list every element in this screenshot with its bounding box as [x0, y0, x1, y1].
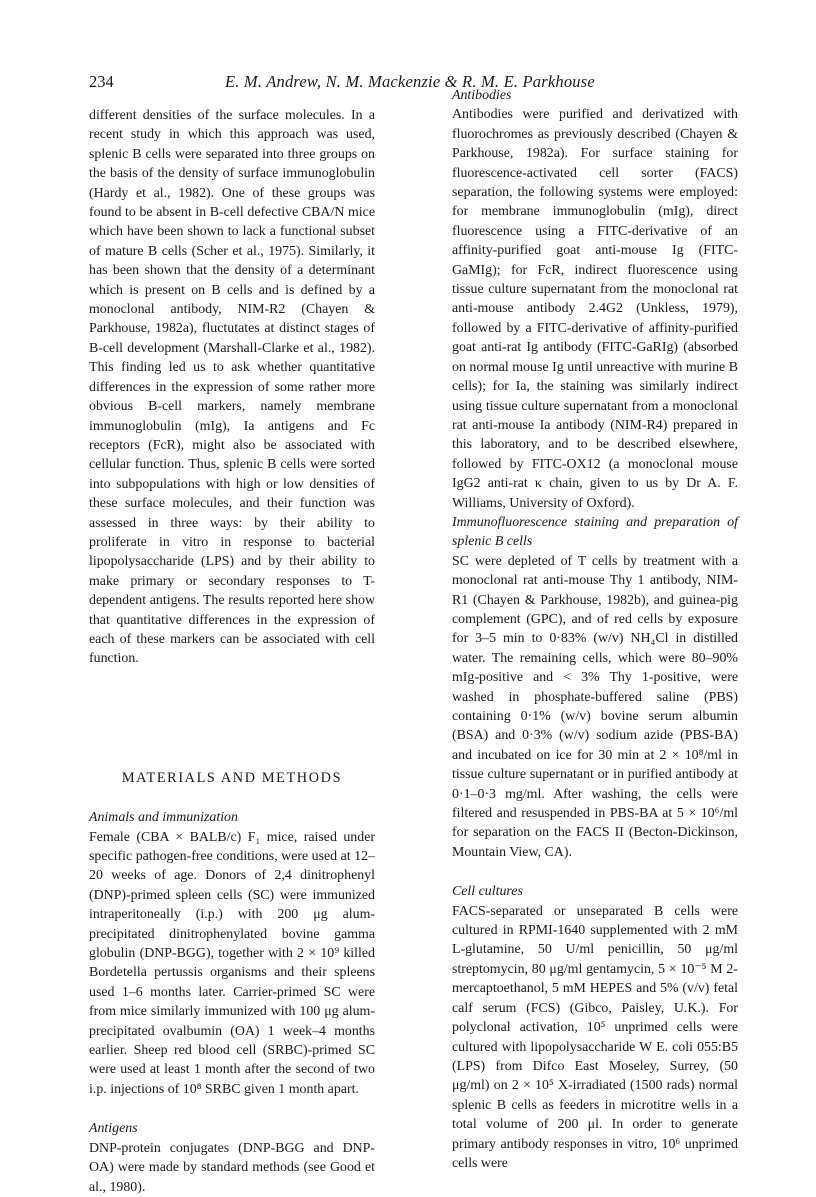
- page-number: 234: [89, 72, 114, 91]
- left-column: [89, 106, 375, 1197]
- antibodies-paragraph: Antibodies were purified and derivatized with fluorochromes as previously described (Chayen & Parkhouse, 1982a). For surface staining for fluorescence-activated cell sorter (FACS) separation, the following systems were employed: for membrane immunoglobulin (mIg), direct fluorescence using a FITC-derivative of an affinity-purified goat anti-mouse Ig (FITC-GaMIg); for FcR, indirect fluorescence using tissue culture supernatant from the monoclonal rat anti-mouse antibody 2.4G2 (Unkless, 1979), followed by a FITC-derivative of affinity-purified goat anti-rat Ig antibody (FITC-GaRIg) (absorbed on normal mouse Ig until unreactive with murine B cells); for Ia, the staining was similarly indirect using tissue culture supernatant from a monoclonal rat anti-mouse Ia antibody (NIM-R4) prepared in this laboratory, and to be described elsewhere, followed by FITC-OX12 (a monoclonal mouse IgG2 anti-rat κ chain, given to us by Dr A. F. Williams, University of Oxford).: [452, 107, 738, 511]
- antigens-heading: Antigens: [89, 1121, 138, 1137]
- spacer: [452, 862, 738, 882]
- animals-paragraph: Female (CBA × BALB/c) F₁ mice, raised under specific pathogen-free conditions, were used at 12–20 weeks of age. Donors of 2,4 dinitrophenyl (DNP)-primed spleen cells (SC) were immunized intraperitoneally (i.p.) with 200 μg alum-precipitated dinitrophenylated bovine gamma globulin (DNP-BGG), together with 2 × 10⁹ killed Bordetella pertussis organisms and their spleens used 1–6 months later. Carrier-primed SC were from mice similarly immunized with 100 μg alum-precipitated ovalbumin (OA) 1 week–4 months earlier. Sheep red blood cell (SRBC)-primed SC were used at least 1 month after the second of two i.p. injections of 10⁸ SRBC given 1 month apart.: [89, 829, 375, 1097]
- animals-heading: Animals and immunization: [89, 810, 238, 826]
- right-column: [452, 88, 738, 1173]
- cultures-paragraph: FACS-separated or unseparated B cells were cultured in RPMI-1640 supplemented with 2 mM L-glutamine, 50 U/ml penicillin, 50 μg/ml streptomycin, 80 μg/ml gentamycin, 5 × 10⁻⁵ M 2-mercaptoethanol, 5 mM HEPES and 5% (v/v) fetal calf serum (FCS) (Gibco, Paisley, U.K.). For polyclonal activation, 10⁵ unprimed cells were cultured with lipopolysaccharide W E. coli 055:B5 (LPS) from Difco East Moseley, Surrey, (50 μg/ml) on 2 × 10⁵ X-irradiated (1500 rads) normal splenic B cells as feeders in microtitre wells in a total volume of 200 μl. In order to generate primary antibody responses in vitro, 10⁶ unprimed cells were: [452, 903, 738, 1171]
- section-heading: MATERIALS AND METHODS: [121, 769, 343, 786]
- antibodies-heading: Antibodies: [452, 88, 512, 103]
- running-head-authors: E. M. Andrew, N. M. Mackenzie & R. M. E. Parkhouse: [225, 72, 595, 91]
- spacer: [89, 1099, 375, 1119]
- spacer: [89, 669, 375, 733]
- cultures-heading: Cell cultures: [452, 884, 523, 900]
- antigens-paragraph: DNP-protein conjugates (DNP-BGG and DNP-OA) were made by standard methods (see Good et al., 1980).: [89, 1140, 375, 1195]
- intro-paragraph: different densities of the surface molecules. In a recent study in which this approach was used, splenic B cells were separated into three groups on the basis of the density of surface immunoglobulin (Hardy et al., 1982). One of these groups was found to be absent in B-cell defective CBA/N mice which have been shown to lack a functional subset of mature B cells (Scher et al., 1975). Similarly, it has been shown that the density of a determinant which is present on B cells and is defined by a monoclonal antibody, NIM-R2 (Chayen & Parkhouse, 1982a), fluctutates at distinct stages of B-cell development (Marshall-Clarke et al., 1982). This finding led us to ask whether quantitative differences in the expression of some rather more obvious B-cell markers, namely membrane immunoglobulin (mIg), Ia antigens and Fc receptors (FcR), might also be associated with cellular function. Thus, splenic B cells were sorted into subpopulations with high or low densities of these surface molecules, and their function was assessed in three ways: by their ability to proliferate in vitro in response to bacterial lipopolysaccharide (LPS) and by their ability to make primary or secondary responses to T-dependent antigens. The results reported here show that quantitative differences in the expression of each of these markers can be associated with cell function.: [89, 108, 375, 667]
- immuno-paragraph: SC were depleted of T cells by treatment with a monoclonal rat anti-mouse Thy 1 antibody, NIM-R1 (Chayen & Parkhouse, 1982b), and guinea-pig complement (GPC), and of red cells by exposure for 3–5 min to 0·83% (w/v) NH₄Cl in distilled water. The remaining cells, which were 80–90% mIg-positive and < 3% Thy 1-positive, were washed in phosphate-buffered saline (PBS) containing 0·1% (w/v) bovine serum albumin (BSA) and 0·3% (w/v) sodium azide (PBS-BA) and incubated on ice for 30 min at 2 × 10⁸/ml in tissue culture supernatant or in purified antibody at 0·1–0·3 mg/ml. After washing, the cells were filtered and resuspended in PBS-BA at 5 × 10⁶/ml for separation on the FACS II (Becton-Dickinson, Mountain View, CA).: [452, 553, 738, 860]
- immuno-heading: Immunofluorescence staining and preparation of splenic B cells: [452, 514, 738, 550]
